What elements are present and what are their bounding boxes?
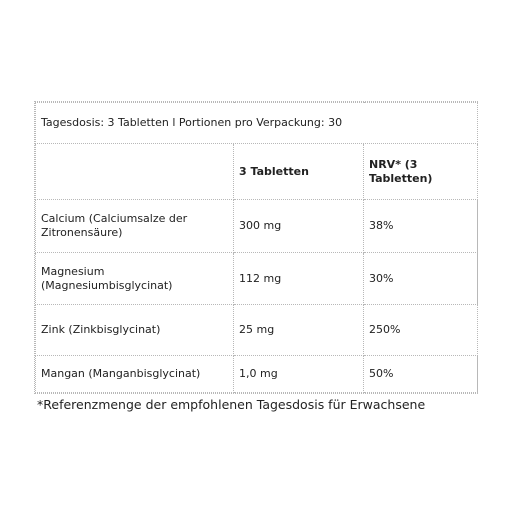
nutrition-table bbox=[35, 102, 478, 393]
column-header-nutrient bbox=[36, 144, 234, 200]
nutrient-nrv: 38% bbox=[364, 200, 478, 253]
nutrient-name: Zink (Zinkbisglycinat) bbox=[36, 305, 234, 356]
column-header-nrv: NRV* (3 Tabletten) bbox=[364, 144, 478, 200]
nutrient-amount: 25 mg bbox=[234, 305, 364, 356]
table-row bbox=[36, 356, 478, 393]
nutrient-amount: 112 mg bbox=[234, 253, 364, 305]
dosage-header: Tagesdosis: 3 Tabletten l Portionen pro Verpackung: 30 bbox=[36, 103, 478, 144]
table-row bbox=[36, 305, 478, 356]
nutrient-name: Magnesium (Magnesiumbisglycinat) bbox=[36, 253, 234, 305]
nutrient-name: Mangan (Manganbisglycinat) bbox=[36, 356, 234, 393]
nutrition-table-container bbox=[34, 101, 478, 394]
table-header-row bbox=[36, 103, 478, 144]
nutrient-name: Calcium (Calciumsalze der Zitronensäure) bbox=[36, 200, 234, 253]
nutrient-nrv: 250% bbox=[364, 305, 478, 356]
nutrient-nrv: 50% bbox=[364, 356, 478, 393]
column-header-row bbox=[36, 144, 478, 200]
nutrient-amount: 300 mg bbox=[234, 200, 364, 253]
footnote: *Referenzmenge der empfohlenen Tagesdosis für Erwachsene bbox=[37, 397, 426, 412]
nutrient-amount: 1,0 mg bbox=[234, 356, 364, 393]
column-header-amount: 3 Tabletten bbox=[234, 144, 364, 200]
table-row bbox=[36, 253, 478, 305]
table-row bbox=[36, 200, 478, 253]
nutrient-nrv: 30% bbox=[364, 253, 478, 305]
